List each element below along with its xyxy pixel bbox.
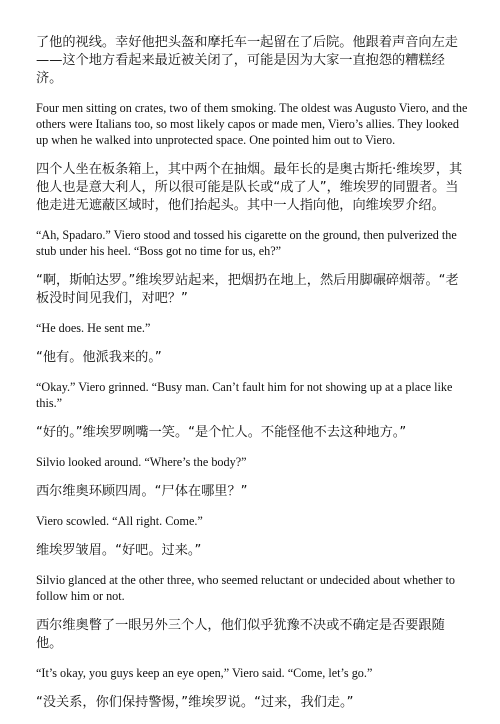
paragraph-zh-2: 四个人坐在板条箱上，其中两个在抽烟。最年长的是奥古斯托·维埃罗，其他人也是意大利人，所以很可能是队长或“成了人”，维埃罗的同盟者。当他走进无遮蔽区域时，他们抬起头。其中一人指向他，向维埃罗介绍。 — [36, 162, 463, 213]
document-body — [36, 34, 468, 724]
paragraph-zh-1: 了他的视线。幸好他把头盔和摩托车一起留在了后院。他跟着声音向左走——这个地方看起来最近被关闭了，可能是因为大家一直抱怨的糟糕经济。 — [36, 35, 458, 86]
paragraph-en-5: Silvio looked around. “Where’s the body?” — [36, 455, 247, 469]
paragraph-en-2: “Ah, Spadaro.” Viero stood and tossed his cigarette on the ground, then pulverized the stub under his heel. “Boss got no time for us, eh?” — [36, 228, 457, 258]
paragraph-zh-9: “没关系，你们保持警惕，”维埃罗说。“过来，我们走。” — [36, 695, 354, 710]
paragraph-en-6: Viero scowled. “All right. Come.” — [36, 514, 203, 528]
paragraph-zh-5: “好的。”维埃罗咧嘴一笑。“是个忙人。不能怪他不去这种地方。” — [36, 425, 407, 440]
paragraph-en-3: “He does. He sent me.” — [36, 321, 151, 335]
paragraph-zh-7: 维埃罗皱眉。“好吧。过来。” — [36, 543, 202, 558]
paragraph-zh-8: 西尔维奥瞥了一眼另外三个人，他们似乎犹豫不决或不确定是否要跟随他。 — [36, 618, 445, 651]
paragraph-zh-3: “啊，斯帕达罗。”维埃罗站起来，把烟扔在地上，然后用脚碾碎烟蒂。“老板没时间见我们，对吧？” — [36, 273, 459, 306]
paragraph-en-4: “Okay.” Viero grinned. “Busy man. Can’t fault him for not showing up at a place like this.” — [36, 380, 453, 410]
paragraph-zh-6: 西尔维奥环顾四周。“尸体在哪里？” — [36, 484, 248, 499]
paragraph-en-7: Silvio glanced at the other three, who seemed reluctant or undecided about whether to follow him or not. — [36, 573, 455, 603]
paragraph-zh-4: “他有。他派我来的。” — [36, 350, 162, 365]
paragraph-en-8: “It’s okay, you guys keep an eye open,” Viero said. “Come, let’s go.” — [36, 666, 373, 680]
paragraph-en-1: Four men sitting on crates, two of them smoking. The oldest was Augusto Viero, and the others were Italians too, so most likely capos or made men, Viero’s allies. They looked up when he walked into unprotected space. One pointed him out to Viero. — [36, 101, 468, 147]
